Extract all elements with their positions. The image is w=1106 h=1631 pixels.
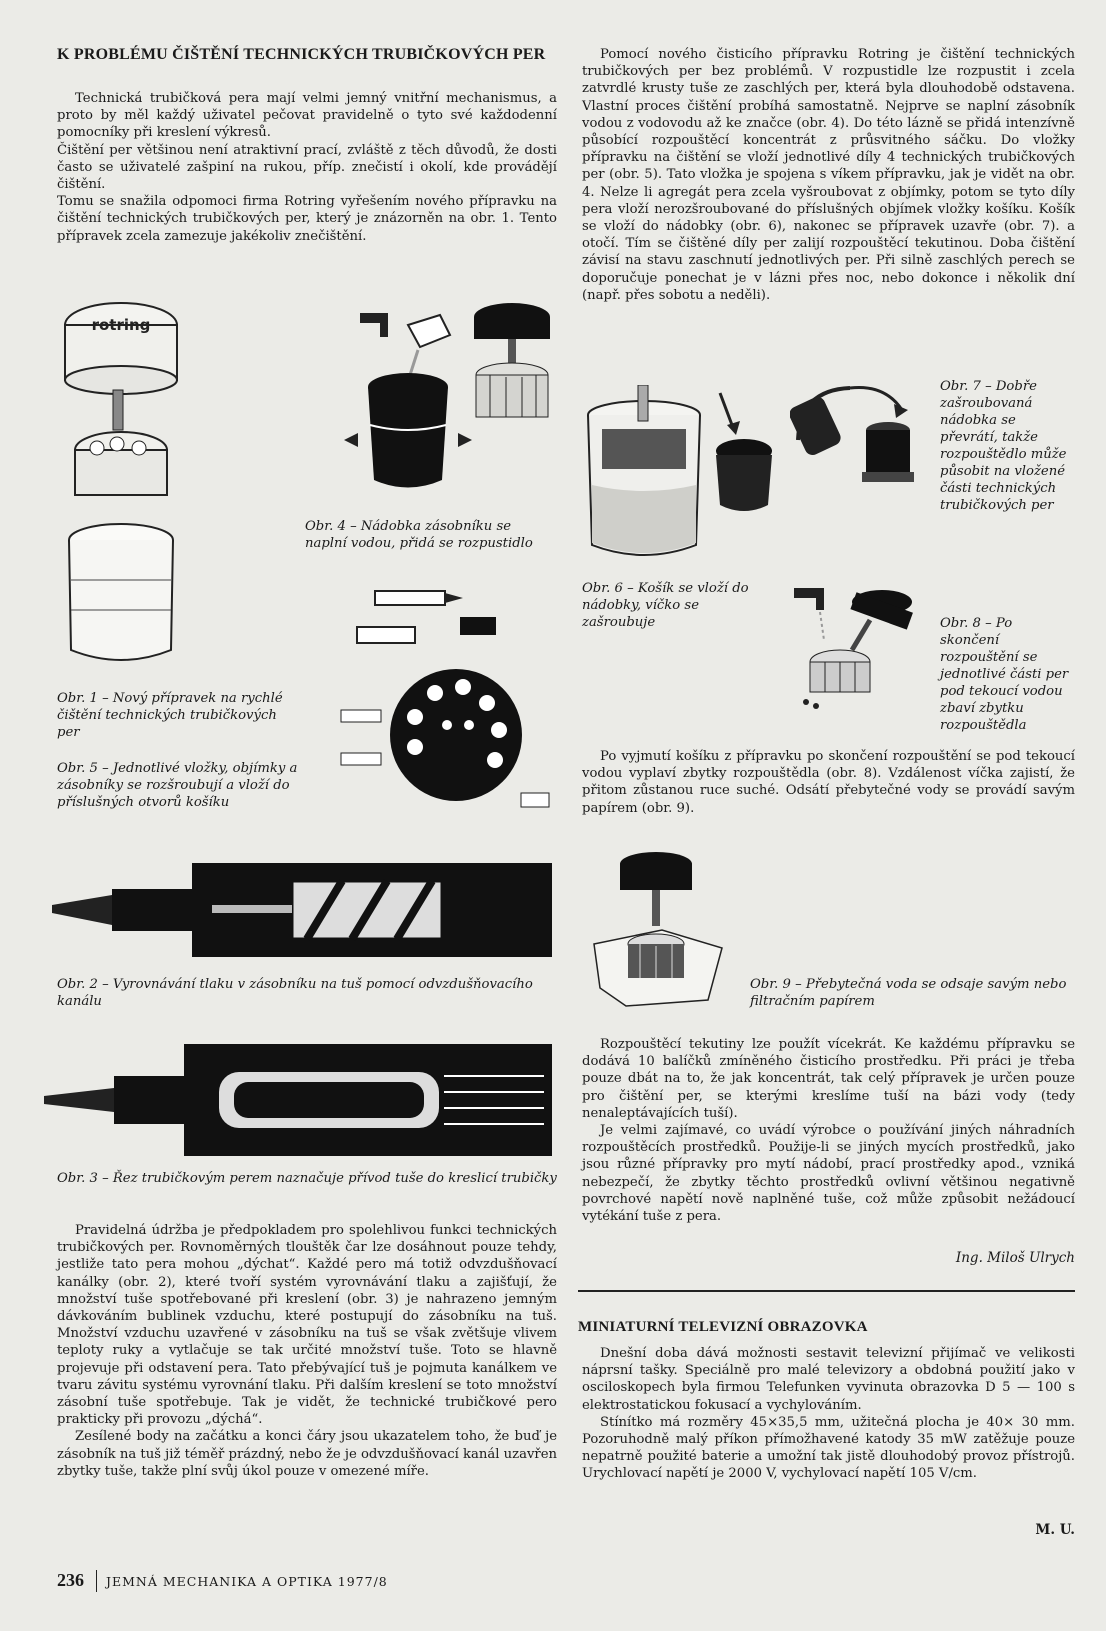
figure-3-pen-section xyxy=(44,1036,552,1164)
intro-text xyxy=(57,90,557,245)
tv-author-signature: M. U. xyxy=(1035,1522,1075,1538)
body-paragraph: Pravidelná údržba je předpokladem pro spolehlivou funkci technických trubičkových per. Rovnoměrných tlouštěk čar lze dosáhnout pouze tehdy, jestliže tato pera mohou „dýchat“. Každé pero má totiž odvzdušňovací kanálky (obr. 2), které tvoří systém vyrovnávání tlaku a zajišťují, že množství tuše spotřebované při kreslení (obr. 3) je nahrazeno jemným dávkováním bublinek vzduchu, které postupují do zásobníku na tuš. Množství vzduchu uzavřené v zásobníku na tuš se však zvětšuje vlivem teploty ruky a vytlačuje se tak určité množství tuše. Toto se hlavně projevuje při odstavení pera. Tato přebývající tuš je pojmuta kanálkem ve tvaru závitu systému vyrovnání tlaku. Při dalším kreslení se toto množství zásobní tuše spotřebuje. Tak je vidět, že technické trubičkové pero prakticky při provozu „dýchá“. xyxy=(57,1223,557,1428)
caption-fig-3: Obr. 3 – Řez trubičkovým perem naznačuje přívod tuše do kreslicí trubičky xyxy=(57,1171,557,1186)
figure-1-cleaner xyxy=(57,290,185,685)
caption-fig-4: Obr. 4 – Nádobka zásobníku se naplní vodou, přidá se rozpustidlo xyxy=(305,519,533,551)
figure-7-inverted-container xyxy=(790,380,925,490)
lower-left-text xyxy=(57,1222,557,1480)
right-after-text xyxy=(582,1036,1075,1225)
caption-fig-5: Obr. 5 – Jednotlivé vložky, objímky a zásobníky se rozšroubují a vloží do příslušných otvorů košíku xyxy=(57,761,298,810)
body-paragraph: Pomocí nového čisticího přípravku Rotring je čištění technických trubičkových per bez problémů. V rozpustidle lze rozpustit i zcela zatvrdlé krusty tuše ze zaschlých per, která byla dlouhodobě odstavena. Vlastní proces čištění probíhá samostatně. Nejprve se naplní zásobník vodou z vodovodu až ke značce (obr. 4). Do této lázně se přidá intenzívně působící rozpouštěcí koncentrát z průsvitného sáčku. Do vložky přípravku na čištění se vloží jednotlivé díly 4 technických trubičkových per (obr. 5). Tato vložka je spojena s víkem přípravku, jak je vidět na obr. 4. Nelze li agregát pera zcela vyšroubovat z objímky, potom se tyto díly pera vloží nerozšroubované do příslušných objímek vložky košíku. Košík se vloží do nádobky (obr. 6), nakonec se přípravek uzavře (obr. 7). a otočí. Tím se čištěné díly per zalijí rozpouštěcí tekutinou. Doba čištění závisí na stavu zaschnutí jednotlivých per. Při silně zaschlých perech se doporučuje ponechat je v lázni přes noc, nebo dokonce i několik dní (např. přes sobotu a neděli). xyxy=(582,47,1075,303)
author-signature: Ing. Miloš Ulrych xyxy=(955,1250,1075,1266)
body-paragraph: Stínítko má rozměry 45×35,5 mm, užitečná plocha je 40× 30 mm. Pozoruhodně malý příkon přímožhavené katody 35 mW zatěžuje pouze nepatrně použité baterie a umožní tak jistě dlouhodobý provoz přístrojů. Urychlovací napětí je 2000 V, vychylovací napětí 105 V/cm. xyxy=(582,1414,1075,1482)
intro-paragraph: Tomu se snažila odpomoci firma Rotring vyřešením nového přípravku na čištění technických trubičkových per, který je znázorněn na obr. 1. Tento přípravek zcela zamezuje jakékoliv znečištění. xyxy=(57,194,557,244)
journal-name: JEMNÁ MECHANIKA A OPTIKA 1977/8 xyxy=(106,1574,388,1589)
body-paragraph: Dnešní doba dává možnosti sestavit televizní přijímač ve velikosti náprsní tašky. Speciálně pro malé televizory a obdobná použití jako v osciloskopech byla firmou Telefunken vyvinuta obrazovka D 5 — 100 s elektrostatickou fokusací a vychylováním. xyxy=(582,1346,1075,1413)
caption-fig-2: Obr. 2 – Vyrovnávání tlaku v zásobníku na tuš pomocí odvzdušňovacího kanálu xyxy=(57,977,533,1009)
tv-text xyxy=(582,1345,1075,1483)
caption-fig-8: Obr. 8 – Po skončení rozpouštění se jednotlivé části per pod tekoucí vodou zbaví zbytku rozpouštědla xyxy=(940,616,1069,733)
page-number: 236 xyxy=(57,1570,84,1590)
body-paragraph: Rozpouštěcí tekutiny lze použít vícekrát. Ke každému přípravku se dodává 10 balíčků zmíněného čisticího prostředku. Při práci je třeba pouze dbát na to, že jak koncentrát, tak celý přípravek je určen pouze pro čištění per, se kterými kreslíme tuší na bázi vody (tedy nenaleptávajících tuší). xyxy=(582,1037,1075,1121)
caption-fig-6: Obr. 6 – Košík se vloží do nádobky, víčko se zašroubuje xyxy=(582,581,749,630)
figure-8-rinsing xyxy=(790,580,920,710)
section-divider xyxy=(578,1290,1075,1292)
intro-paragraph: Technická trubičková pera mají velmi jemný vnitřní mechanismus, a proto by měl každý uživatel pečovat pravidelně o tyto své každodenní pomocníky při kreslení výkresů. xyxy=(57,91,557,141)
figure-4-filling xyxy=(340,295,570,510)
body-paragraph: Zesílené body na začátku a konci čáry jsou ukazatelem toho, že buď je zásobník na tuš již téměř prázdný, nebo že je odvzdušňovací kanál uzavřen zbytky tuše, takže plní svůj úkol pouze v omezené míře. xyxy=(57,1429,557,1479)
caption-fig-9: Obr. 9 – Přebytečná voda se odsaje savým nebo filtračním papírem xyxy=(750,977,1067,1009)
body-paragraph: Po vyjmutí košíku z přípravku po skončení rozpouštění se pod tekoucí vodou vyplaví zbytky rozpouštědla (obr. 8). Vzdálenost víčka zajistí, že přitom zůstanou ruce suché. Odsátí přebytečné vody se provádí savým papírem (obr. 9). xyxy=(582,749,1075,816)
right-mid-text xyxy=(582,748,1075,817)
footer-separator xyxy=(96,1570,97,1592)
caption-fig-1: Obr. 1 – Nový přípravek na rychlé čištění technických trubičkových per xyxy=(57,691,283,740)
body-paragraph: Je velmi zajímavé, co uvádí výrobce o používání jiných náhradních rozpouštěcích prostředků. Použije-li se jiných mycích prostředků, jako jsou různé přípravky pro mytí nádobí, prací prostředky apod., vzniká nebezpečí, že zbytky těchto prostředků ovlivní většinou negativně povrchové napětí nově naplněné tuše, což může způsobit nežádoucí vytékání tuše z pera. xyxy=(582,1123,1075,1225)
figure-2-pen-pressure xyxy=(52,855,552,963)
figure-6-basket-in-container xyxy=(582,385,782,575)
figure-9-blotting xyxy=(590,848,725,1010)
figure-5-parts xyxy=(335,585,555,815)
caption-fig-7: Obr. 7 – Dobře zašroubovaná nádobka se převrátí, takže rozpouštědlo může působit na vložené části technických trubičkových per xyxy=(940,379,1067,513)
article-heading: K PROBLÉMU ČIŠTĚNÍ TECHNICKÝCH TRUBIČKOVÝCH PER xyxy=(57,46,546,63)
rotring-logo: rotring xyxy=(91,316,151,334)
right-top-text xyxy=(582,46,1075,304)
tv-heading: MINIATURNÍ TELEVIZNÍ OBRAZOVKA xyxy=(578,1319,868,1335)
intro-paragraph: Čištění per většinou není atraktivní prací, zvláště z těch důvodů, že dosti často se uživatelé zašpiní na rukou, příp. znečistí i okolí, kde provádějí čištění. xyxy=(57,142,557,193)
